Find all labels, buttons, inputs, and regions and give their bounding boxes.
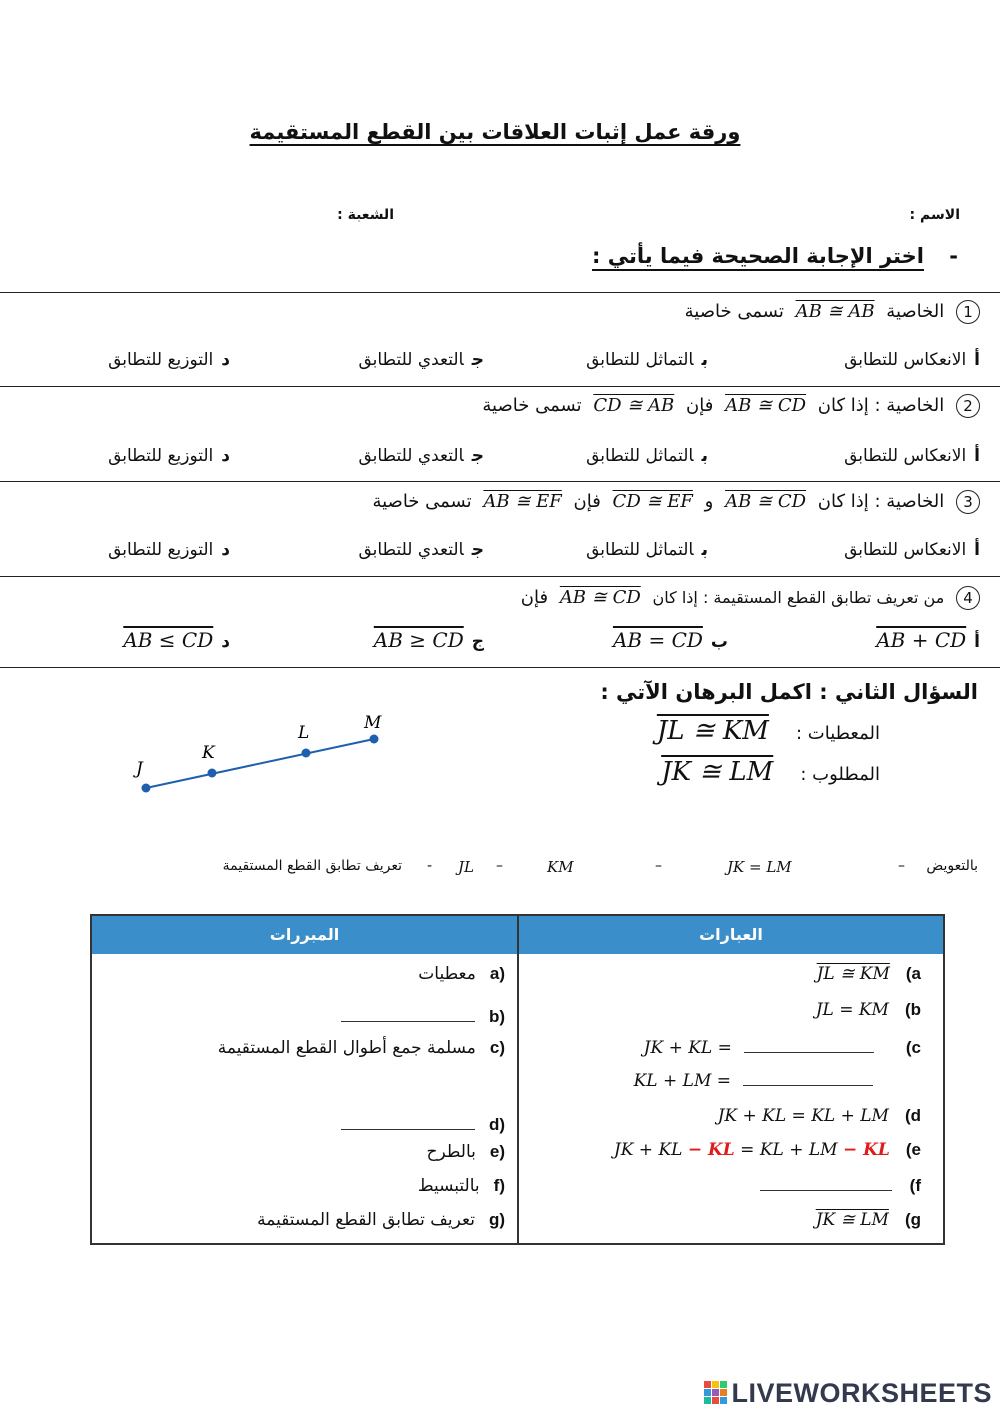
question-4-stem <box>521 586 980 610</box>
bank-word: JK = LM <box>727 858 792 876</box>
statement-math: JK + KL = <box>643 1038 732 1058</box>
page-title: ورقة عمل إثبات العلاقات بين القطع المستقيمة <box>249 120 741 144</box>
column-divider <box>517 916 519 1243</box>
statement-row <box>816 1210 921 1230</box>
row-label: (c <box>489 1038 505 1057</box>
option-text: الانعكاس للتطابق <box>844 540 967 560</box>
reason-row <box>218 1038 505 1058</box>
option-letter: ب <box>701 540 708 560</box>
option-text: التعدي للتطابق <box>358 540 464 560</box>
q2-option-b[interactable] <box>586 446 708 466</box>
stem-text: الخاصية : إذا كان <box>817 395 945 416</box>
proof-table <box>90 914 945 1245</box>
option-text: التوزيع للتطابق <box>108 540 214 560</box>
row-label: (d <box>904 1106 921 1125</box>
q4-option-d[interactable] <box>123 628 230 652</box>
segment-line <box>146 739 374 788</box>
col-reasons-header: المبررات <box>269 925 340 944</box>
reason-row <box>257 1210 505 1230</box>
option-letter: أ <box>974 632 980 652</box>
reason-row <box>426 1142 505 1162</box>
q3-option-a[interactable] <box>844 540 980 560</box>
given-math: JL ≅ KM <box>656 716 769 746</box>
statement-math: KL + LM = <box>633 1071 731 1091</box>
option-letter: أ <box>974 446 980 466</box>
answer-blank[interactable] <box>743 1085 873 1086</box>
segment-diagram <box>120 700 410 810</box>
option-letter: ج <box>471 632 484 652</box>
row-label: (b <box>488 1007 505 1026</box>
option-text: التوزيع للتطابق <box>108 446 214 466</box>
option-text: الانعكاس للتطابق <box>844 446 967 466</box>
reason-text: بالتبسيط <box>417 1176 480 1196</box>
divider <box>0 576 1000 577</box>
section-label: الشعبة : <box>337 207 394 223</box>
logo-mark-icon <box>704 1381 728 1405</box>
stem-math: AB ≅ CD <box>725 491 807 512</box>
point-m <box>370 735 379 744</box>
reason-row <box>418 964 505 984</box>
q3-option-c[interactable] <box>358 540 484 560</box>
stem-text: فإن <box>520 587 549 608</box>
option-text: التماثل للتطابق <box>586 446 694 466</box>
statement-math: JL ≅ KM <box>816 964 890 984</box>
given-label: المعطيات : <box>796 723 880 744</box>
stem-math: AB ≅ CD <box>559 587 641 608</box>
stem-text: تسمى خاصية <box>482 395 582 416</box>
statement-row <box>816 1000 921 1020</box>
instruction <box>592 244 958 268</box>
stem-math: CD ≅ AB <box>593 395 675 416</box>
reason-row[interactable] <box>341 1002 505 1027</box>
row-label: (a <box>489 964 505 983</box>
q1-option-c[interactable] <box>358 350 484 370</box>
statement-math-red: − KL <box>687 1140 735 1160</box>
statement-row <box>614 1140 921 1160</box>
question-number: 1 <box>956 300 980 324</box>
q1-option-a[interactable] <box>844 350 980 370</box>
name-label: الاسم : <box>909 207 960 223</box>
q1-option-b[interactable] <box>586 350 708 370</box>
q2-option-c[interactable] <box>358 446 484 466</box>
row-label: (e <box>905 1140 921 1159</box>
option-letter: ج <box>471 446 484 466</box>
bank-dash: – <box>898 858 905 874</box>
statement-row <box>817 964 921 984</box>
label-m: M <box>364 713 382 733</box>
option-letter: أ <box>974 350 980 370</box>
option-text: التعدي للتطابق <box>358 446 464 466</box>
q4-option-c[interactable] <box>374 628 484 652</box>
stem-text: الخاصية : إذا كان <box>817 491 945 512</box>
reason-row <box>418 1176 505 1196</box>
option-letter: د <box>221 632 230 652</box>
q1-option-d[interactable] <box>108 350 230 370</box>
stem-text: الخاصية <box>886 301 945 322</box>
point-j <box>142 784 151 793</box>
question-2-stem <box>482 394 980 418</box>
statement-math: JK ≅ LM <box>815 1210 889 1230</box>
statement-math: = KL + LM <box>740 1140 838 1160</box>
option-letter: أ <box>974 540 980 560</box>
question-number: 2 <box>956 394 980 418</box>
label-j: J <box>136 759 143 779</box>
answer-blank[interactable] <box>341 1110 475 1130</box>
stem-math: AB ≅ AB <box>795 301 875 322</box>
option-text: الانعكاس للتطابق <box>844 350 967 370</box>
option-text: التعدي للتطابق <box>358 350 464 370</box>
stem-math: AB ≅ EF <box>483 491 562 512</box>
option-letter: د <box>221 350 230 370</box>
statement-math-red: − KL <box>842 1140 890 1160</box>
row-label: (c <box>905 1038 921 1057</box>
divider <box>0 481 1000 482</box>
divider <box>0 386 1000 387</box>
question-3-stem <box>372 490 980 514</box>
statement-math: JK + KL <box>613 1140 683 1160</box>
bank-word: بالتعويض <box>926 858 978 874</box>
q3-option-d[interactable] <box>108 540 230 560</box>
option-text: التوزيع للتطابق <box>108 350 214 370</box>
option-letter: ج <box>471 350 484 370</box>
label-k: K <box>202 743 215 763</box>
row-label: (g <box>904 1210 921 1229</box>
divider <box>0 667 1000 668</box>
option-letter: ب <box>710 632 728 652</box>
statement-math: JL = KM <box>815 1000 889 1020</box>
reason-text: معطيات <box>418 964 476 984</box>
bank-dash: - <box>427 858 433 874</box>
option-letter: ب <box>701 350 708 370</box>
statement-row[interactable] <box>760 1176 921 1196</box>
instruction-text: اختر الإجابة الصحيحة فيما يأتي : <box>592 244 924 268</box>
stem-text: من تعريف تطابق القطع المستقيمة : إذا كان <box>652 588 945 607</box>
bank-word: JL <box>458 858 474 876</box>
divider <box>0 292 1000 293</box>
row-label: (a <box>905 964 921 983</box>
given-row <box>657 716 880 746</box>
logo-text: LIVEWORKSHEETS <box>731 1378 992 1408</box>
reason-row[interactable] <box>341 1110 505 1135</box>
required-row <box>661 757 880 787</box>
instruction-dash: - <box>949 244 958 268</box>
question-number: 4 <box>956 586 980 610</box>
row-label: (f <box>493 1176 505 1195</box>
option-letter: د <box>221 540 230 560</box>
reason-text: بالطرح <box>426 1142 476 1162</box>
option-letter: د <box>221 446 230 466</box>
bank-word: تعريف تطابق القطع المستقيمة <box>222 858 402 874</box>
option-math: AB ≤ CD <box>123 628 214 652</box>
stem-text: فإن <box>686 395 714 416</box>
stem-text: تسمى خاصية <box>684 301 784 322</box>
answer-blank[interactable] <box>341 1002 475 1022</box>
stem-text: و <box>704 491 714 512</box>
option-letter: ب <box>701 446 708 466</box>
option-math: AB ≥ CD <box>373 628 464 652</box>
required-label: المطلوب : <box>800 764 880 785</box>
q3-option-b[interactable] <box>586 540 708 560</box>
stem-math: CD ≅ EF <box>612 491 693 512</box>
point-l <box>302 749 311 758</box>
stem-text: تسمى خاصية <box>372 491 472 512</box>
question-2-title: السؤال الثاني : اكمل البرهان الآتي : <box>600 680 978 704</box>
col-statements-header: العبارات <box>699 925 763 944</box>
q4-option-a[interactable] <box>876 628 980 652</box>
row-label: (d <box>488 1115 505 1134</box>
row-label: (b <box>904 1000 921 1019</box>
required-math: JK ≅ LM <box>661 757 774 787</box>
option-math: AB = CD <box>612 628 703 652</box>
label-l: L <box>298 723 310 743</box>
bank-dash: – <box>496 858 503 874</box>
bank-word: KM <box>547 858 574 876</box>
stem-math: AB ≅ CD <box>725 395 807 416</box>
q4-option-b[interactable] <box>613 628 728 652</box>
option-letter: ج <box>471 540 484 560</box>
statement-math: JK + KL = KL + LM <box>717 1106 889 1126</box>
reason-text: مسلمة جمع أطوال القطع المستقيمة <box>217 1038 476 1058</box>
q2-option-a[interactable] <box>844 446 980 466</box>
option-text: التماثل للتطابق <box>586 540 694 560</box>
question-number: 3 <box>956 490 980 514</box>
reason-text: تعريف تطابق القطع المستقيمة <box>257 1210 475 1230</box>
stem-text: فإن <box>573 491 601 512</box>
option-text: التماثل للتطابق <box>586 350 694 370</box>
answer-blank[interactable] <box>760 1190 892 1191</box>
statement-row[interactable] <box>634 1071 873 1091</box>
statement-row <box>718 1106 921 1126</box>
option-math: AB + CD <box>876 628 967 652</box>
q2-option-d[interactable] <box>108 446 230 466</box>
point-k <box>208 769 217 778</box>
row-label: (g <box>488 1210 505 1229</box>
liveworksheets-logo <box>704 1378 992 1409</box>
statement-row[interactable] <box>644 1038 921 1058</box>
question-1-stem <box>685 300 980 324</box>
bank-dash: – <box>655 858 662 874</box>
row-label: (e <box>489 1142 505 1161</box>
answer-blank[interactable] <box>744 1052 874 1053</box>
row-label: (f <box>909 1176 921 1195</box>
